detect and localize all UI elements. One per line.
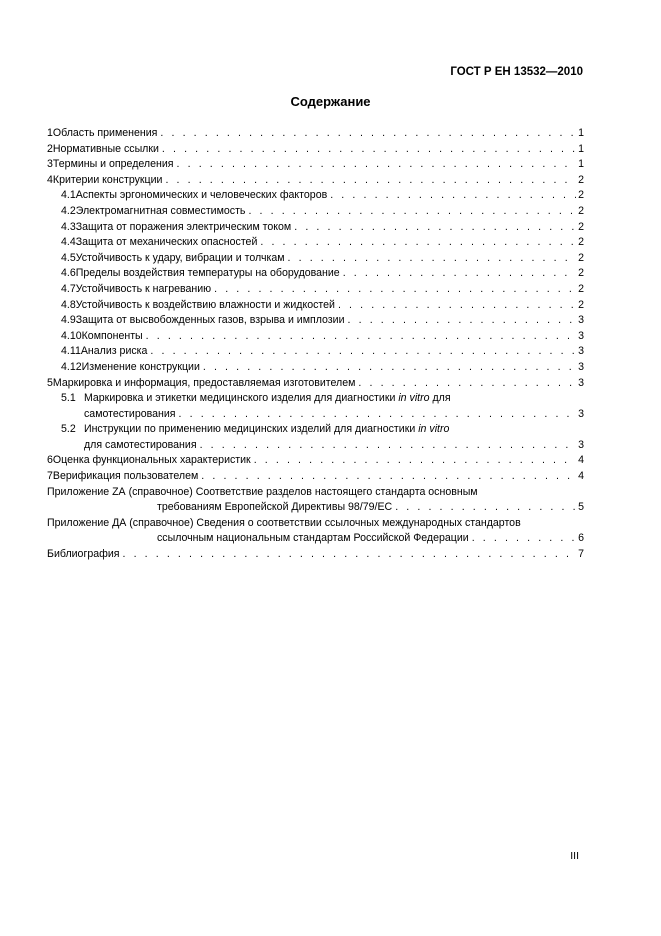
toc-annex-za[interactable] bbox=[47, 485, 584, 516]
toc-entry-page: 3 bbox=[578, 360, 584, 373]
toc-leader-dots bbox=[338, 298, 576, 314]
toc-leader-dots bbox=[260, 235, 576, 251]
toc-leader-dots bbox=[201, 469, 576, 485]
toc-leader-dots bbox=[330, 188, 576, 204]
toc-entry-page: 2 bbox=[578, 220, 584, 233]
toc-entry-title-cont: самотестирования bbox=[84, 407, 176, 420]
toc-leader-dots bbox=[203, 360, 576, 376]
toc-leader-dots bbox=[162, 142, 576, 158]
toc-entry-page: 3 bbox=[578, 314, 584, 327]
toc-entry-page: 2 bbox=[578, 282, 584, 295]
toc-entry[interactable] bbox=[47, 282, 584, 298]
toc-entry-number: 4 bbox=[47, 173, 53, 186]
toc-entry-page: 6 bbox=[578, 532, 584, 545]
toc-leader-dots bbox=[177, 157, 577, 173]
toc-entry-number: 4.10 bbox=[61, 329, 82, 342]
toc-entry-page: 3 bbox=[578, 438, 584, 451]
toc-entry-number: 4.1 bbox=[61, 189, 76, 202]
toc-leader-dots bbox=[248, 204, 576, 220]
toc-entry-page: 2 bbox=[578, 267, 584, 280]
toc-leader-dots bbox=[294, 220, 576, 236]
annex-label: Приложение ZA bbox=[47, 485, 126, 498]
toc-entry-number: 5 bbox=[47, 376, 53, 389]
toc-leader-dots bbox=[150, 344, 576, 360]
annex-title: (справочное) Сведения о соответствии ссылочных международных стандартов bbox=[129, 516, 521, 529]
toc-entry-number: 4.7 bbox=[61, 282, 76, 295]
toc-entry-page: 7 bbox=[578, 548, 584, 561]
toc-entry-number: 6 bbox=[47, 454, 53, 467]
toc-entry-title: Устойчивость к удару, вибрации и толчкам bbox=[75, 251, 285, 264]
toc-entry-number: 2 bbox=[47, 142, 53, 155]
toc-entry[interactable] bbox=[47, 220, 584, 236]
toc-entry-number: 4.6 bbox=[61, 267, 76, 280]
page-number: III bbox=[570, 850, 579, 862]
toc-entry[interactable] bbox=[47, 329, 584, 345]
page-title: Содержание bbox=[290, 94, 371, 109]
toc-entry-page: 2 bbox=[578, 204, 584, 217]
toc-entry-title: Критерии конструкции bbox=[52, 173, 163, 186]
toc-entry[interactable] bbox=[47, 142, 584, 158]
toc-entry-title: Электромагнитная совместимость bbox=[75, 204, 246, 217]
toc-entry-title-cont: для самотестирования bbox=[84, 438, 197, 451]
toc-entry-page: 1 bbox=[578, 158, 584, 171]
annex-title-cont: требованиям Европейской Директивы 98/79/ЕС bbox=[157, 501, 393, 514]
annex-label: Приложение ДА bbox=[47, 516, 127, 529]
toc-entry[interactable] bbox=[47, 266, 584, 282]
toc-entry-page: 2 bbox=[578, 251, 584, 264]
toc-entry-number: 4.9 bbox=[61, 314, 76, 327]
toc-entry[interactable] bbox=[47, 157, 584, 173]
toc-leader-dots bbox=[200, 438, 577, 454]
toc-entry-page: 3 bbox=[578, 376, 584, 389]
toc-entry-page: 3 bbox=[578, 407, 584, 420]
toc-bibliography[interactable] bbox=[47, 547, 584, 563]
toc-leader-dots bbox=[343, 266, 576, 282]
toc-entry[interactable] bbox=[47, 376, 584, 392]
toc-entry-title: Устойчивость к воздействию влажности и жидкостей bbox=[75, 298, 335, 311]
toc-entry-page: 4 bbox=[578, 470, 584, 483]
toc-entry-page: 5 bbox=[578, 501, 584, 514]
toc-entry-title: Инструкции по применению медицинских изделий для диагностики in vitro bbox=[83, 423, 450, 436]
toc-entry-title: Оценка функциональных характеристик bbox=[52, 454, 251, 467]
toc-entry-title: Защита от высвобожденных газов, взрыва и имплозии bbox=[75, 314, 345, 327]
toc-entry-number: 4.5 bbox=[61, 251, 76, 264]
toc-entry-page: 1 bbox=[578, 127, 584, 139]
toc-entry-page: 2 bbox=[578, 189, 584, 202]
toc-entry-title: Защита от поражения электрическим током bbox=[75, 220, 292, 233]
toc-entry-7[interactable] bbox=[47, 469, 584, 485]
toc-entry-title: Термины и определения bbox=[52, 158, 174, 171]
toc-entry-number: 3 bbox=[47, 158, 53, 171]
toc-entry-page: 2 bbox=[578, 236, 584, 249]
annex-title: (справочное) Соответствие разделов настоящего стандарта основным bbox=[128, 485, 478, 498]
toc-entry-number: 4.3 bbox=[61, 220, 76, 233]
toc-entry[interactable] bbox=[47, 251, 584, 267]
toc-leader-dots bbox=[358, 376, 576, 392]
toc-entry-title: Маркировка и этикетки медицинского изделия для диагностики in vitro для bbox=[83, 392, 451, 405]
toc-entry-number: 4.4 bbox=[61, 236, 76, 249]
toc-leader-dots bbox=[288, 251, 577, 267]
toc-entry-page: 2 bbox=[578, 173, 584, 186]
toc-leader-dots bbox=[179, 407, 577, 423]
toc-entry-title: Библиография bbox=[47, 548, 120, 561]
annex-title-cont: ссылочным национальным стандартам Российской Федерации bbox=[157, 532, 469, 545]
toc-entry[interactable] bbox=[47, 126, 584, 142]
toc-entry[interactable] bbox=[47, 235, 584, 251]
toc-entry-title: Верификация пользователем bbox=[52, 470, 199, 483]
toc-entry-title: Устойчивость к нагреванию bbox=[75, 282, 212, 295]
toc-annex-da[interactable] bbox=[47, 516, 584, 547]
toc-entry-number: 4.12 bbox=[61, 360, 82, 373]
toc-entry-title: Защита от механических опасностей bbox=[75, 236, 258, 249]
toc-entry-title: Изменение конструкции bbox=[81, 360, 200, 373]
toc-leader-dots bbox=[254, 453, 576, 469]
toc-entry-number: 1 bbox=[47, 127, 53, 139]
toc-leader-dots bbox=[395, 500, 576, 516]
toc-leader-dots bbox=[214, 282, 576, 298]
table-of-contents bbox=[47, 126, 584, 563]
toc-entry[interactable] bbox=[47, 313, 584, 329]
toc-leader-dots bbox=[146, 329, 576, 345]
toc-entry-page: 3 bbox=[578, 329, 584, 342]
toc-entry-page: 1 bbox=[578, 142, 584, 155]
toc-entry-title: Анализ риска bbox=[80, 345, 148, 358]
toc-entries bbox=[47, 126, 584, 391]
toc-entry-number: 5.1 bbox=[61, 392, 76, 405]
toc-leader-dots bbox=[122, 547, 576, 563]
toc-entry-title: Аспекты эргономических и человеческих факторов bbox=[75, 189, 328, 202]
toc-entry-page: 2 bbox=[578, 298, 584, 311]
toc-entry[interactable] bbox=[47, 173, 584, 189]
document-id: ГОСТ Р ЕН 13532—2010 bbox=[450, 66, 583, 78]
toc-entry[interactable] bbox=[47, 204, 584, 220]
toc-entry-title: Нормативные ссылки bbox=[52, 142, 159, 155]
toc-entry-title: Маркировка и информация, предоставляемая изготовителем bbox=[52, 376, 356, 389]
toc-entry-5-2[interactable] bbox=[47, 422, 584, 453]
toc-entry-title: Компоненты bbox=[81, 329, 143, 342]
toc-entry-5-1[interactable] bbox=[47, 391, 584, 422]
toc-entry-6[interactable] bbox=[47, 453, 584, 469]
toc-entry-number: 5.2 bbox=[61, 423, 76, 436]
toc-entry-title: Пределы воздействия температуры на оборудование bbox=[75, 267, 340, 280]
toc-entry-number: 4.2 bbox=[61, 204, 76, 217]
toc-entry[interactable] bbox=[47, 298, 584, 314]
toc-entry[interactable] bbox=[47, 344, 584, 360]
toc-entry[interactable] bbox=[47, 188, 584, 204]
toc-leader-dots bbox=[348, 313, 577, 329]
toc-entry[interactable] bbox=[47, 360, 584, 376]
toc-entry-page: 4 bbox=[578, 454, 584, 467]
toc-entry-page: 3 bbox=[578, 345, 584, 358]
toc-entry-title: Область применения bbox=[52, 127, 158, 139]
toc-leader-dots bbox=[160, 126, 576, 142]
toc-entry-number: 4.11 bbox=[61, 345, 81, 358]
toc-entry-number: 7 bbox=[47, 470, 53, 483]
toc-leader-dots bbox=[472, 531, 576, 547]
toc-leader-dots bbox=[165, 173, 576, 189]
toc-entry-number: 4.8 bbox=[61, 298, 76, 311]
